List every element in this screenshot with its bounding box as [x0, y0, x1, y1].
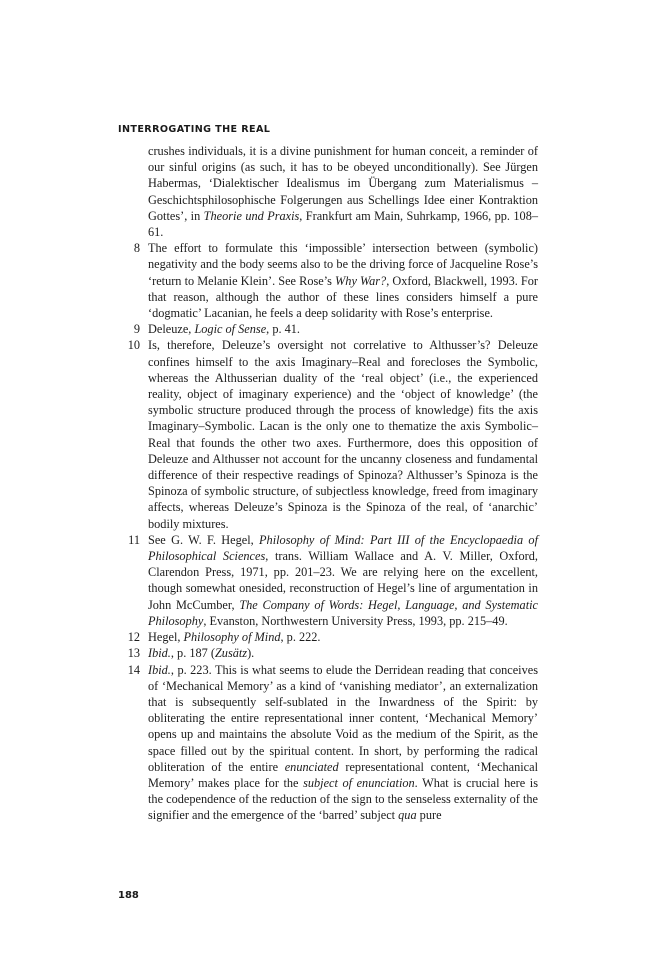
endnote-text: , Evanston, Northwestern University Press, 1993, pp. 215–49. [203, 613, 508, 628]
endnote-italic-text: Theorie und Praxis [203, 208, 300, 223]
running-head: INTERROGATING THE REAL [118, 124, 271, 135]
endnote-italic-text: Ibid. [148, 646, 171, 661]
endnote-text: See G. W. F. Hegel, [148, 532, 260, 547]
endnote [118, 321, 538, 337]
endnote-number: 8 [133, 241, 140, 256]
endnote-text: , p. 223. This is what seems to elude the Derridean reading that conceives of ‘Mechanical Memory’ as a kind of ‘vanishing mediator’, an externalization that is subsequently self-sublated in the Inwardness of the Spirit: by obliterating the entire representational inner content, ‘Mechanical Memory’ opens up and maintains the absolute Void as the medium of the Spirit, as the space filled out by the spiritual content. In short, by performing the radical obliteration of the entire [148, 662, 538, 774]
endnote-text: Deleuze, [148, 322, 195, 337]
endnote [118, 532, 538, 629]
endnote-text: crushes individuals, it is a divine punishment for human conceit, a reminder of our sinful origins (as such, it has to be obeyed unconditionally). See Jürgen Habermas, ‘Dialektischer Idealismus im Übergang zum Materialismus – Geschichtsphilosophische Folgerungen aus Schellings Idee einer Kontraktion Gottes’, in [148, 144, 538, 223]
endnote-text: , trans. William Wallace and A. V. Miller, Oxford, Clarendon Press, 1971, pp. 201–23. We are relying here on the excellent, though somewhat onesided, reconstruction of Hegel’s line of argumentation in John McCumber, [148, 549, 538, 612]
endnote-text: , p. 41. [266, 322, 300, 337]
endnote-text: pure [416, 808, 442, 823]
endnote [118, 143, 538, 240]
endnote-text: Hegel, [148, 630, 184, 645]
endnote-text: ). [247, 646, 255, 661]
endnote-italic-text: Philosophy of Mind: Part III of the Encyclopaedia of Philosophical Sciences [148, 532, 538, 564]
endnote-number: 12 [127, 630, 140, 645]
endnote-text: , Oxford, Blackwell, 1993. For that reason, although the author of these lines considers himself a pure ‘dogmatic’ Lacanian, he feels a deep solidarity with Rose’s enterprise. [148, 273, 539, 321]
endnote-number: 13 [127, 646, 140, 661]
endnote-text: Is, therefore, Deleuze’s oversight not correlative to Althusser’s? Deleuze confines himself to the axis Imaginary–Real and forecloses the Symbolic, whereas the Althusserian duality of the ‘real object’ (i.e., the experienced reality, object of imaginary experience) and the ‘object of knowledge’ (the symbolic structure produced through the process of knowledge) fits the axis Imaginary–Symbolic. Lacan is the only one to thematize the axis Symbolic–Real that founds the other two axes. Furthermore, does this opposition of Deleuze and Althusser not account for the uncanny closeness and fundamental difference of their respective readings of Spinoza? Althusser’s Spinoza is the Spinoza of symbolic structure, of subjectless knowledge, freed from imaginary affects, whereas Deleuze’s Spinoza is the Spinoza of the real, of ‘anarchic’ bodily mixtures. [148, 338, 538, 531]
endnote-italic-text: subject of enunciation [303, 775, 415, 790]
endnote-italic-text: qua [398, 808, 417, 823]
endnote-italic-text: Zusätz [214, 646, 248, 661]
endnote-number: 10 [127, 338, 140, 353]
endnote-italic-text: enunciated [284, 759, 339, 774]
endnote [118, 645, 538, 661]
endnote-text: representational content, ‘Mechanical Memory’ makes place for the [148, 759, 538, 790]
endnote-italic-text: The Company of Words: Hegel, Language, and Systematic Philosophy [148, 597, 538, 628]
endnote [118, 629, 538, 645]
endnotes [118, 143, 538, 824]
endnote-text: . What is crucial here is the codependence of the reduction of the sign to the senseless externality of the signifier and the emergence of the ‘barred’ subject [148, 775, 538, 823]
endnote-italic-text: Logic of Sense [194, 322, 267, 337]
endnote-number: 14 [127, 662, 140, 677]
endnote-text: , p. 187 ( [170, 646, 215, 661]
endnote-italic-text: Ibid. [148, 662, 171, 677]
endnote-text: , p. 222. [280, 630, 321, 645]
endnote-text: The effort to formulate this ‘impossible’ intersection between (symbolic) negativity and the body seems also to be the driving force of Jacqueline Rose’s ‘return to Melanie Klein’. See Rose’s [148, 241, 538, 288]
endnote-number: 11 [128, 532, 140, 547]
endnote [118, 337, 538, 531]
endnote-italic-text: Why War? [335, 273, 387, 288]
endnote-italic-text: Philosophy of Mind [183, 630, 281, 645]
endnote [118, 240, 538, 321]
page-number: 188 [118, 890, 139, 901]
endnote [118, 662, 538, 824]
endnote-text: , Frankfurt am Main, Suhrkamp, 1966, pp. 108–61. [148, 208, 538, 240]
endnote-number: 9 [133, 322, 140, 337]
